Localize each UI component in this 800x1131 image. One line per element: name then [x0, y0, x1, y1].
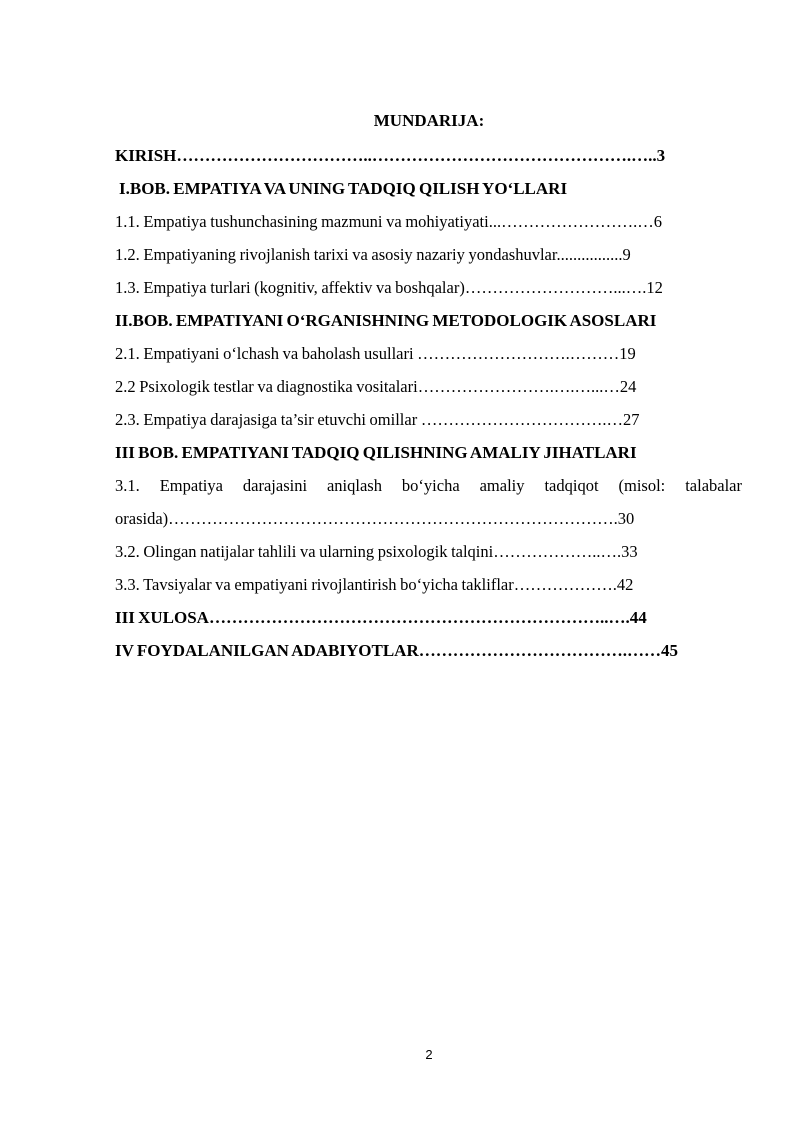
toc-entry-introduction[interactable]: KIRISH……………………………..……………………………………….…..3 — [115, 146, 666, 165]
toc-entry-3-1-continued[interactable]: orasida)……………………………………………………………………….30 — [115, 509, 635, 528]
toc-entry-conclusion[interactable]: III XULOSA……………………………………………………………..….44 — [115, 608, 647, 627]
page-title: MUNDARIJA: — [373, 111, 485, 130]
toc-entry-1-2[interactable]: 1.2. Empatiyaning rivojlanish tarixi va asosiy nazariy yondashuvlar................9 — [115, 245, 631, 264]
toc-entry-3-1[interactable]: 3.1. Empatiya darajasini aniqlash bo‘yicha amaliy tadqiqot (misol: talabalar — [115, 476, 742, 495]
toc-entry-1-3[interactable]: 1.3. Empatiya turlari (kognitiv, affektiv va boshqalar)………………………...….12 — [115, 278, 663, 297]
toc-entry-2-1[interactable]: 2.1. Empatiyani o‘lchash va baholash usullari ……………………….………19 — [115, 344, 636, 363]
toc-entry-2-3[interactable]: 2.3. Empatiya darajasiga ta’sir etuvchi omillar …………………………….…27 — [115, 410, 640, 429]
toc-entry-references[interactable]: IV FOYDALANILGAN ADABIYOTLAR……………………………….……45 — [115, 641, 678, 660]
toc-entry-2-2[interactable]: 2.2 Psixologik testlar va diagnostika vositalari…………………….….…...…24 — [115, 377, 637, 396]
toc-chapter-1-heading[interactable]: I.BOB. EMPATIYA VA UNING TADQIQ QILISH YO‘LLARI — [119, 179, 568, 198]
toc-entry-1-1[interactable]: 1.1. Empatiya tushunchasining mazmuni va mohiyatiyati...…………………….…6 — [115, 212, 662, 231]
page-number: 2 — [425, 1047, 433, 1062]
table-of-contents — [115, 141, 742, 669]
toc-entry-3-3[interactable]: 3.3. Tavsiyalar va empatiyani rivojlantirish bo‘yicha takliflar……………….42 — [115, 575, 634, 594]
toc-chapter-2-heading[interactable]: II.BOB. EMPATIYANI O‘RGANISHNING METODOLOGIK ASOSLARI — [115, 311, 657, 330]
toc-chapter-3-heading[interactable]: III BOB. EMPATIYANI TADQIQ QILISHNING AMALIY JIHATLARI — [115, 443, 637, 462]
toc-entry-3-2[interactable]: 3.2. Olingan natijalar tahlili va ularning psixologik talqini………………..….33 — [115, 542, 638, 561]
